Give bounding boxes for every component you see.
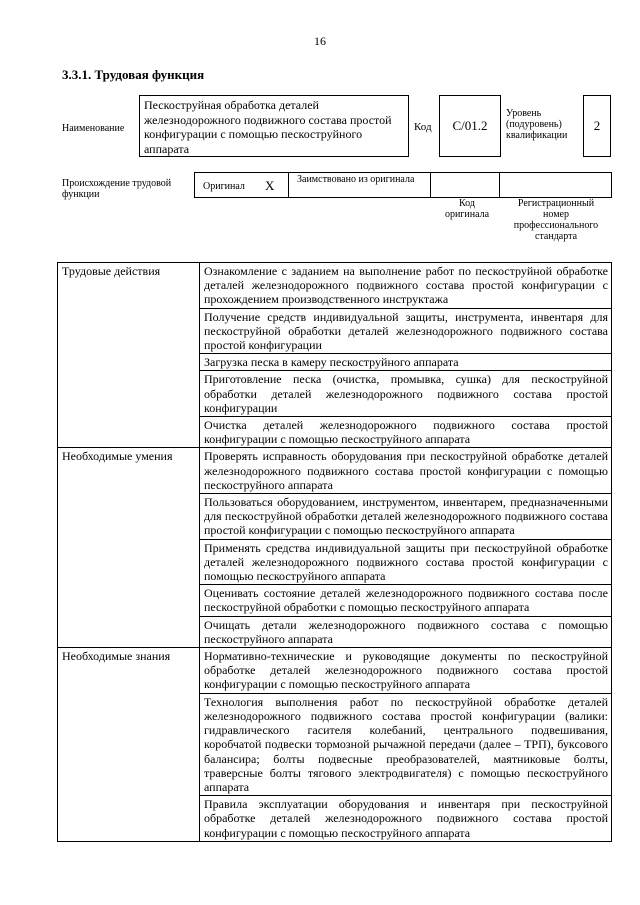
reg-number-label: Регистрационный номер профессионального стандарта [513,198,599,242]
category-required-knowledge: Необходимые знания [58,648,200,842]
code-original-label: Код оригинала [444,198,490,220]
section-heading: 3.3.1. Трудовая функция [62,67,205,82]
origin-label: Происхождение трудовой функции [62,178,172,200]
table-cell: Пользоваться оборудованием, инструментом, инвентарем, предназначенными для пескоструйной обработки деталей железнодорожного подвижного состава простой конфигурации с помощью пескоструйного аппарата [200,494,612,540]
table-cell: Очищать детали железнодорожного подвижного состава с помощью пескоструйного аппарата [200,616,612,647]
original-cell [194,172,289,198]
table-cell: Применять средства индивидуальной защиты при пескоструйной обработке деталей железнодорожного подвижного состава простой конфигурации с помощью пескоструйного аппарата [200,539,612,585]
table-cell: Проверять исправность оборудования при пескоструйной обработке деталей железнодорожного подвижного состава простой конфигурации с помощью пескоструйного аппарата [200,448,612,494]
table-cell: Приготовление песка (очистка, промывка, сушка) для пескоструйной обработки деталей железнодорожного подвижного состава простой конфигурации [200,371,612,417]
name-label: Наименование [62,123,125,134]
level-value: 2 [583,95,611,157]
level-label: Уровень (подуровень) квалификации [506,108,568,141]
code-original-cell [430,172,500,198]
original-label: Оригинал [203,181,245,192]
reg-number-cell [499,172,612,198]
code-label: Код [414,121,432,133]
borrowed-cell [288,172,431,198]
borrowed-label: Заимствовано из оригинала [297,174,415,185]
table-cell: Оценивать состояние деталей железнодорожного подвижного состава после пескоструйной обработки с помощью пескоструйного аппарата [200,585,612,616]
category-required-skills: Необходимые умения [58,448,200,648]
original-mark: Х [265,178,275,193]
table-cell: Нормативно-технические и руководящие документы по пескоструйной обработке деталей железнодорожного подвижного состава простой конфигурации с помощью пескоструйного аппарата [200,648,612,694]
table-cell: Правила эксплуатации оборудования и инвентаря при пескоструйной обработке деталей железнодорожного подвижного состава простой конфигурации с помощью пескоструйного аппарата [200,796,612,842]
labor-function-table [57,262,612,842]
table-cell: Ознакомление с заданием на выполнение работ по пескоструйной обработке деталей железнодорожного подвижного состава простой конфигурации с прохождением производственного инструктажа [200,263,612,309]
code-value: С/01.2 [439,95,501,157]
table-row [58,648,612,694]
table-cell: Получение средств индивидуальной защиты, инструмента, инвентаря для пескоструйной обработки деталей железнодорожного подвижного состава простой конфигурации [200,308,612,354]
function-name-value: Пескоструйная обработка деталей железнодорожного подвижного состава простой конфигурации с помощью пескоструйного аппарата [139,95,409,157]
table-row [58,263,612,309]
table-cell: Загрузка песка в камеру пескоструйного аппарата [200,354,612,371]
category-labor-actions: Трудовые действия [58,263,200,448]
table-cell: Технология выполнения работ по пескоструйной обработке деталей железнодорожного подвижного состава простой конфигурации (валики: гидравлического гасителя колебаний, центрального подвешивания, коробчатой подвески тормозной рычажной передачи (далее – ТРП), буксового балансира; болты подвесные преобразователей, маятниковые болты, траверсные болты тягового электродвигателя) с помощью пескоструйного аппарата [200,693,612,795]
page-number: 16 [314,34,326,48]
table-row [58,448,612,494]
table-cell: Очистка деталей железнодорожного подвижного состава простой конфигурации с помощью пескоструйного аппарата [200,417,612,448]
